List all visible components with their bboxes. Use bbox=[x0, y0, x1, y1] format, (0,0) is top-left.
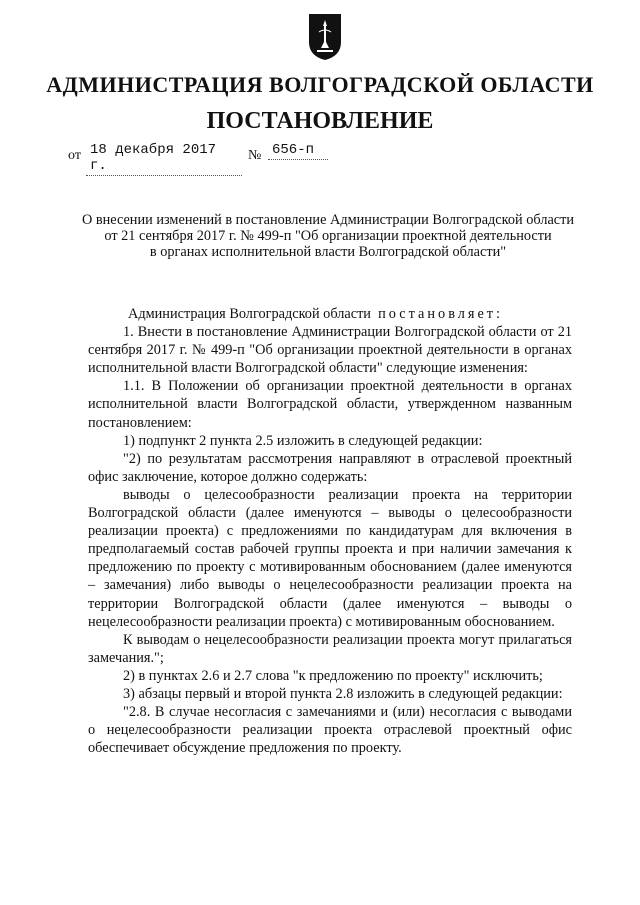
subject-line-2: от 21 сентября 2017 г. № 499-п "Об организации проектной деятельности bbox=[104, 228, 552, 244]
subject-line-1: О внесении изменений в постановление Администрации Волгоградской области bbox=[81, 212, 575, 228]
document-number: 656-п bbox=[268, 142, 328, 160]
organization-title: АДМИНИСТРАЦИЯ ВОЛГОГРАДСКОЙ ОБЛАСТИ bbox=[46, 72, 594, 97]
body-paragraph bbox=[88, 305, 572, 323]
document-body bbox=[88, 305, 572, 757]
document-subject bbox=[78, 212, 578, 260]
body-verb: постановляет: bbox=[378, 306, 504, 322]
body-paragraph: К выводам о нецелесообразности реализации проекта могут прилагаться замечания."; bbox=[88, 631, 572, 666]
from-label: от bbox=[68, 148, 81, 163]
body-paragraph: 1.1. В Положении об организации проектной деятельности в органах исполнительной власти Волгоградской области, утвержденном названным постановлением: bbox=[88, 378, 572, 431]
subject-line-3: в органах исполнительной власти Волгоградской области" bbox=[149, 244, 507, 260]
document-type-title: ПОСТАНОВЛЕНИЕ bbox=[206, 108, 434, 134]
body-paragraph: 2) в пунктах 2.6 и 2.7 слова "к предложению по проекту" исключить; bbox=[123, 667, 543, 684]
body-paragraph: выводы о целесообразности реализации проекта на территории Волгоградской области (далее именуются – выводы о целесообразности реализации проекта) с предложениями по кандидатурам для включения в предполагаемый состав рабочей группы проекта и при наличии замечания к предложению по проекту с мотивированным обоснованием (далее именуются – замечания) либо выводы о нецелесообразности реализации проекта на территории Волгоградской области (далее именуются – выводы о нецелесообразности реализации проекта) с мотивированным обоснованием. bbox=[88, 486, 572, 630]
dateline bbox=[68, 142, 428, 174]
body-paragraph: 3) абзацы первый и второй пункта 2.8 изложить в следующей редакции: bbox=[123, 685, 563, 702]
document-date: 18 декабря 2017 г. bbox=[86, 142, 242, 176]
body-paragraph: 1) подпункт 2 пункта 2.5 изложить в следующей редакции: bbox=[123, 432, 483, 449]
number-label: № bbox=[248, 148, 262, 163]
coat-of-arms-icon bbox=[307, 12, 343, 62]
body-paragraph: "2) по результатам рассмотрения направляют в отраслевой проектный офис заключение, которое должно содержать: bbox=[88, 450, 572, 485]
body-paragraph: "2.8. В случае несогласия с замечаниями и (или) несогласия с выводами о нецелесообразности реализации проекта отраслевой проектный офис обеспечивает обсуждение предложения по проекту. bbox=[88, 704, 572, 757]
body-paragraph: 1. Внести в постановление Администрации Волгоградской области от 21 сентября 2017 г. № 499-п "Об организации проектной деятельности в органах исполнительной власти Волгоградской области" следующие изменения: bbox=[88, 324, 572, 377]
body-intro: Администрация Волгоградской области bbox=[128, 306, 371, 322]
